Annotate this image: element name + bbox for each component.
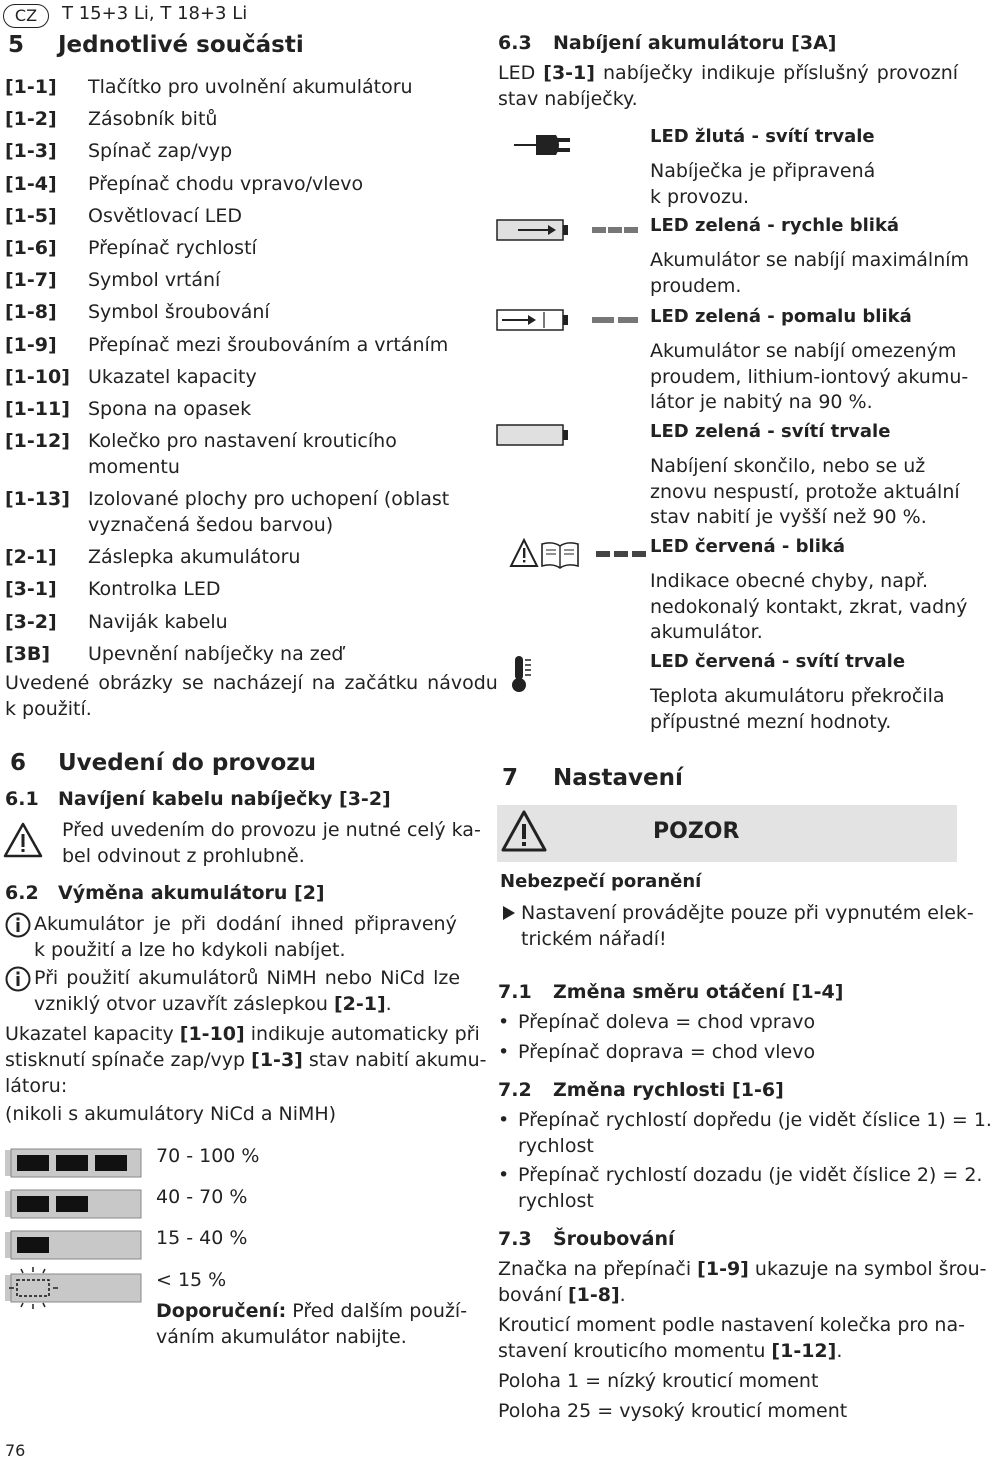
page-number: 76 <box>5 1441 26 1460</box>
part-description: Přepínač rychlostí <box>88 237 257 259</box>
screwing-p3: Poloha 1 = nízký krouticí moment <box>498 1370 819 1392</box>
recommendation-line1: Doporučení: Před dalším použí- <box>156 1300 468 1322</box>
section-7-3-title: Šroubování <box>553 1228 675 1250</box>
figure-note-line2: k použití. <box>5 698 92 720</box>
warning-label: POZOR <box>653 819 740 844</box>
level-label-4: < 15 % <box>156 1269 227 1291</box>
level-label-3: 15 - 40 % <box>156 1227 248 1249</box>
battery-full-charged-icon <box>496 421 576 451</box>
bullet-dot: • <box>498 1164 510 1186</box>
thermometer-icon <box>510 654 534 694</box>
list-item-cont: rychlost <box>518 1190 594 1212</box>
part-description: Naviják kabelu <box>88 610 228 633</box>
battery-two-bars-icon <box>3 1186 145 1222</box>
battery-charging-fast-icon <box>496 216 644 246</box>
capacity-line2: stisknutí spínače zap/vyp [1-3] stav nabití akumu- <box>5 1049 487 1071</box>
part-code: [1-13] <box>5 488 70 511</box>
battery-full-icon <box>3 1145 145 1181</box>
level-label-2: 40 - 70 % <box>156 1186 248 1208</box>
part-description: Ukazatel kapacity <box>88 365 257 388</box>
part-code: [1-6] <box>5 237 57 259</box>
info-icon <box>5 912 31 938</box>
screwing-p2-line1: Krouticí moment podle nastavení kolečka pro na- <box>498 1314 965 1336</box>
section-7-1-title: Změna směru otáčení [1-4] <box>553 981 844 1003</box>
cable-text-line1: Před uvedením do provozu je nutné celý ka- <box>62 819 481 841</box>
section-7-3-number: 7.3 <box>498 1228 532 1250</box>
part-description: Izolované plochy pro uchopení (oblast <box>88 488 450 511</box>
danger-line2: trickém nářadí! <box>521 928 667 950</box>
list-item: Přepínač doprava = chod vlevo <box>518 1041 816 1063</box>
list-item-cont: rychlost <box>518 1135 594 1157</box>
charger-state-title: LED červená - bliká <box>650 536 845 557</box>
charger-state-text: znovu nespustí, protože aktuální <box>650 480 960 503</box>
info1-line1: Akumulátor je při dodání ihned připravený <box>34 913 457 935</box>
screwing-p1-line1: Značka na přepínači [1-9] ukazuje na symbol šrou- <box>498 1258 987 1280</box>
part-description: Symbol vrtání <box>88 269 221 292</box>
model-names: T 15+3 Li, T 18+3 Li <box>62 3 248 24</box>
section-6-3-title: Nabíjení akumulátoru [3A] <box>553 32 837 54</box>
part-description: Symbol šroubování <box>88 301 270 324</box>
part-description: Osvětlovací LED <box>88 204 243 227</box>
level-label-1: 70 - 100 % <box>156 1145 260 1167</box>
section-6-3-number: 6.3 <box>498 32 532 54</box>
bullet-dot: • <box>498 1109 510 1131</box>
charger-state-title: LED zelená - svítí trvale <box>650 421 891 442</box>
section-5-title: Jednotlivé součásti <box>58 32 304 58</box>
part-code: [3-2] <box>5 610 57 633</box>
error-warning-manual-icon <box>510 536 650 572</box>
section-6-1-title: Navíjení kabelu nabíječky [3-2] <box>58 788 391 810</box>
list-item: Přepínač doleva = chod vpravo <box>518 1011 816 1033</box>
capacity-line3: látoru: <box>5 1075 68 1097</box>
charger-state-text: proudem, lithium-iontový akumu- <box>650 365 969 388</box>
warning-icon <box>500 809 548 853</box>
part-code: [1-7] <box>5 269 57 292</box>
charger-state-text: látor je nabitý na 90 %. <box>650 391 873 413</box>
danger-line1: Nastavení provádějte pouze při vypnutém elek- <box>521 902 974 924</box>
part-code: [1-12] <box>5 430 70 453</box>
section-6-title: Uvedení do provozu <box>58 750 317 776</box>
section-5-number: 5 <box>8 32 25 58</box>
section-7-number: 7 <box>502 765 519 791</box>
part-description: Kontrolka LED <box>88 578 221 601</box>
charger-state-text: Nabíjení skončilo, nebo se už <box>650 455 926 477</box>
part-code: [1-4] <box>5 172 57 195</box>
bullet-dot: • <box>498 1041 510 1063</box>
section-7-1-number: 7.1 <box>498 981 532 1003</box>
part-description: Spona na opasek <box>88 398 252 420</box>
charger-state-text: přípustné mezní hodnoty. <box>650 710 892 733</box>
charger-state-text: k provozu. <box>650 185 750 208</box>
charger-state-text: stav nabití je vyšší než 90 %. <box>650 506 927 528</box>
info1-line2: k použití a lze ho kdykoli nabíjet. <box>34 939 346 961</box>
part-code: [1-9] <box>5 333 57 356</box>
cable-text-line2: bel odvinout z prohlubně. <box>62 845 305 867</box>
charger-state-text: akumulátor. <box>650 621 763 643</box>
danger-title: Nebezpečí poranění <box>500 871 702 892</box>
part-description: Upevnění nabíječky na zeď <box>88 642 344 665</box>
charger-state-title: LED zelená - rychle bliká <box>650 215 900 236</box>
part-code: [3-1] <box>5 578 57 601</box>
section-6-number: 6 <box>10 750 27 776</box>
charger-state-title: LED žlutá - svítí trvale <box>650 126 875 147</box>
part-code: [1-11] <box>5 398 70 420</box>
battery-one-bar-icon <box>3 1227 145 1263</box>
section-6-1-number: 6.1 <box>5 788 39 810</box>
list-item: Přepínač rychlostí dopředu (je vidět číslice 1) = 1. <box>518 1109 992 1131</box>
figure-note-line1: Uvedené obrázky se nacházejí na začátku návodu <box>5 672 498 694</box>
part-description: Tlačítko pro uvolnění akumulátoru <box>88 76 413 98</box>
part-code: [1-3] <box>5 140 57 163</box>
charger-state-text: Indikace obecné chyby, např. <box>650 570 929 592</box>
recommendation-line2: váním akumulátor nabijte. <box>156 1326 407 1348</box>
part-description: Přepínač mezi šroubováním a vrtáním <box>88 333 449 356</box>
charger-state-title: LED červená - svítí trvale <box>650 651 906 672</box>
info-icon <box>5 966 31 992</box>
capacity-line4: (nikoli s akumulátory NiCd a NiMH) <box>5 1103 337 1125</box>
charger-state-text: Akumulátor se nabíjí omezeným <box>650 340 957 362</box>
warning-icon <box>3 822 43 858</box>
part-description: Záslepka akumulátoru <box>88 546 301 569</box>
part-description: Přepínač chodu vpravo/vlevo <box>88 172 364 195</box>
screwing-p1-line2: bování [1-8]. <box>498 1284 626 1306</box>
part-code: [1-5] <box>5 204 57 227</box>
section-6-2-number: 6.2 <box>5 882 39 904</box>
bullet-dot: • <box>498 1011 510 1033</box>
charger-state-text: Teplota akumulátoru překročila <box>650 685 945 707</box>
part-code: [1-8] <box>5 301 57 324</box>
language-badge: CZ <box>3 4 49 28</box>
plug-icon <box>512 131 592 159</box>
info2-line1: Při použití akumulátorů NiMH nebo NiCd lze <box>34 967 461 989</box>
charger-state-text: Akumulátor se nabíjí maximálním <box>650 249 970 271</box>
charger-state-text: proudem. <box>650 274 742 297</box>
arrow-bullet-icon <box>502 905 516 921</box>
charger-state-text: Nabíječka je připravená <box>650 160 876 182</box>
capacity-line1: Ukazatel kapacity [1-10] indikuje automaticky při <box>5 1023 480 1045</box>
screwing-p2-line2: stavení krouticího momentu [1-12]. <box>498 1340 843 1362</box>
charger-state-title: LED zelená - pomalu bliká <box>650 306 912 327</box>
section-7-2-title: Změna rychlosti [1-6] <box>553 1079 784 1101</box>
part-description: Spínač zap/vyp <box>88 140 233 163</box>
part-description: Kolečko pro nastavení krouticího <box>88 430 397 453</box>
part-code: [1-10] <box>5 365 70 388</box>
battery-empty-flashing-icon <box>3 1266 145 1310</box>
info2-line2: vzniklý otvor uzavřít záslepkou [2-1]. <box>34 993 392 1015</box>
part-code: [1-2] <box>5 108 57 131</box>
battery-charging-slow-icon <box>496 306 644 336</box>
screwing-p4: Poloha 25 = vysoký krouticí moment <box>498 1400 848 1422</box>
part-code: [3B] <box>5 642 51 665</box>
charging-intro-line2: stav nabíječky. <box>498 88 638 110</box>
list-item: Přepínač rychlostí dozadu (je vidět číslice 2) = 2. <box>518 1164 983 1186</box>
section-7-2-number: 7.2 <box>498 1079 532 1101</box>
part-code: [1-1] <box>5 76 57 98</box>
part-description-cont: momentu <box>88 456 180 479</box>
part-description: Zásobník bitů <box>88 108 218 131</box>
part-description-cont: vyznačená šedou barvou) <box>88 514 334 537</box>
section-6-2-title: Výměna akumulátoru [2] <box>58 882 325 904</box>
part-code: [2-1] <box>5 546 57 569</box>
charger-state-text: nedokonalý kontakt, zkrat, vadný <box>650 595 968 618</box>
section-7-title: Nastavení <box>553 765 683 791</box>
charging-intro-line1: LED [3-1] nabíječky indikuje příslušný provozní <box>498 62 959 84</box>
